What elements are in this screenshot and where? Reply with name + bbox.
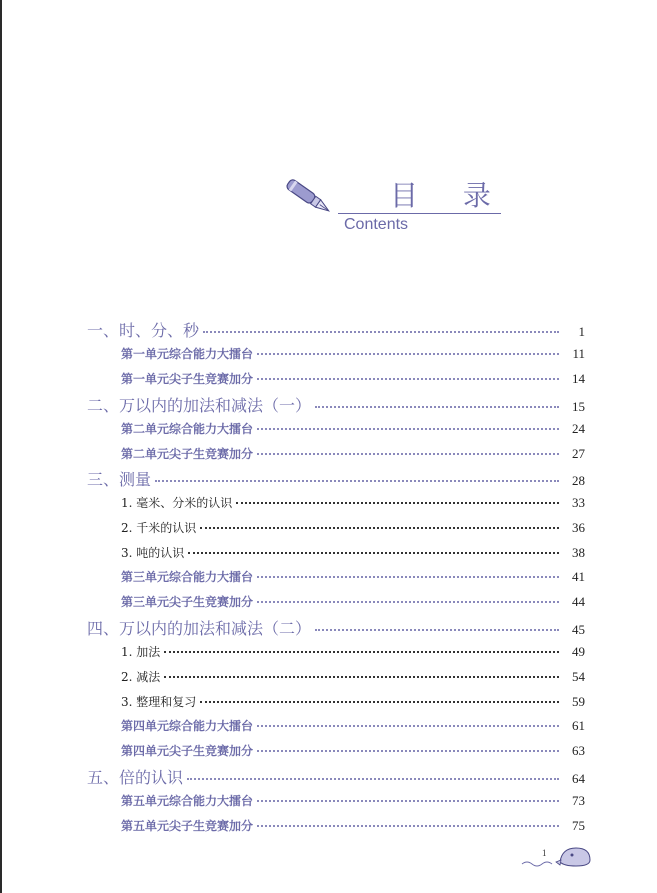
- toc-dot-leader: [200, 527, 559, 529]
- toc-entry-section: [0, 343, 657, 362]
- toc-dot-leader: [257, 453, 559, 455]
- toc-entry-label: 第一单元尖子生竞赛加分: [121, 372, 254, 386]
- toc-page-wrap: [563, 740, 657, 759]
- toc-page-number: 27: [572, 446, 585, 461]
- toc-entry-label: 第二单元尖子生竞赛加分: [121, 447, 254, 461]
- toc-dot-leader: [200, 701, 559, 703]
- toc-entry-lesson: [0, 517, 657, 536]
- toc-entry-label: 1. 毫米、分米的认识: [121, 496, 233, 510]
- toc-page-number: 63: [572, 743, 585, 758]
- toc-page-number: 75: [572, 818, 585, 833]
- toc-entry-chapter: [0, 393, 657, 416]
- toc-page-number: 36: [572, 520, 585, 535]
- toc-page-number: 1: [578, 324, 585, 339]
- toc-entry-section: [0, 368, 657, 387]
- toc-entry-section: [0, 740, 657, 759]
- toc-entry-label: 第三单元尖子生竞赛加分: [121, 595, 254, 609]
- toc-dot-leader: [257, 725, 559, 727]
- toc-page-wrap: [563, 815, 657, 834]
- toc-entry-label: 第五单元综合能力大擂台: [121, 794, 254, 808]
- toc-page-wrap: [563, 368, 657, 387]
- toc-entry-lesson: [0, 542, 657, 561]
- toc-page-number: 44: [572, 594, 585, 609]
- toc-page-wrap: [563, 517, 657, 536]
- page-footer: [520, 842, 600, 872]
- toc-entry-label: 二、万以内的加法和减法（一）: [87, 396, 312, 415]
- toc-entry-lesson: [0, 641, 657, 660]
- toc-page-wrap: [563, 619, 657, 638]
- toc-page-wrap: [563, 666, 657, 685]
- toc-entry-label: 3. 整理和复习: [121, 695, 197, 709]
- toc-page-wrap: [563, 396, 657, 415]
- toc-dot-leader: [257, 825, 559, 827]
- toc-page-number: 38: [572, 545, 585, 560]
- toc-page-wrap: [563, 566, 657, 585]
- toc-dot-leader: [257, 750, 559, 752]
- toc-page-number: 54: [572, 669, 585, 684]
- page-number: 1: [542, 848, 547, 858]
- toc-dot-leader: [257, 800, 559, 802]
- toc-entry-lesson: [0, 691, 657, 710]
- toc-dot-leader: [187, 778, 559, 780]
- toc-page-number: 59: [572, 694, 585, 709]
- toc-page-wrap: [563, 418, 657, 437]
- toc-page-wrap: [563, 470, 657, 489]
- toc-page-number: 49: [572, 644, 585, 659]
- page-subtitle: Contents: [344, 216, 409, 233]
- toc-entry-chapter: [0, 467, 657, 490]
- toc-entry-label: 第五单元尖子生竞赛加分: [121, 819, 254, 833]
- toc-entry-lesson: [0, 666, 657, 685]
- toc-dot-leader: [257, 428, 559, 430]
- toc-entry-label: 3. 吨的认识: [121, 546, 185, 560]
- toc-dot-leader: [164, 651, 559, 653]
- toc-dot-leader: [164, 676, 559, 678]
- toc-entry-label: 第四单元尖子生竞赛加分: [121, 744, 254, 758]
- toc-entry-label: 第四单元综合能力大擂台: [121, 719, 254, 733]
- toc-page-number: 14: [572, 371, 585, 386]
- toc-entry-section: [0, 418, 657, 437]
- toc-entry-lesson: [0, 492, 657, 511]
- toc-entry-label: 一、时、分、秒: [87, 321, 200, 340]
- toc-entry-section: [0, 443, 657, 462]
- toc-dot-leader: [203, 331, 559, 333]
- toc-page-wrap: [563, 715, 657, 734]
- toc-entry-label: 第三单元综合能力大擂台: [121, 570, 254, 584]
- whale-mascot-icon: [520, 842, 600, 872]
- toc-entry-section: [0, 790, 657, 809]
- toc-entry-section: [0, 591, 657, 610]
- toc-page-number: 64: [572, 771, 585, 786]
- toc-page-wrap: [563, 443, 657, 462]
- toc-dot-leader: [155, 480, 559, 482]
- toc-dot-leader: [257, 601, 559, 603]
- toc-page-wrap: [563, 343, 657, 362]
- page-title: 目 录: [390, 179, 509, 212]
- toc-page-wrap: [563, 790, 657, 809]
- toc-dot-leader: [257, 353, 559, 355]
- toc-dot-leader: [188, 552, 559, 554]
- toc-dot-leader: [236, 502, 559, 504]
- toc-entry-label: 五、倍的认识: [87, 768, 184, 787]
- toc-entry-section: [0, 815, 657, 834]
- toc-entry-section: [0, 715, 657, 734]
- toc-entry-section: [0, 566, 657, 585]
- toc-page-number: 28: [572, 473, 585, 488]
- toc-entry-chapter: [0, 318, 657, 341]
- toc-entry-chapter: [0, 765, 657, 788]
- toc-dot-leader: [315, 406, 559, 408]
- toc-entry-label: 三、测量: [87, 470, 152, 489]
- toc-dot-leader: [315, 629, 559, 631]
- toc-page-wrap: [563, 542, 657, 561]
- toc-page-number: 61: [572, 718, 585, 733]
- toc-page-wrap: [563, 492, 657, 511]
- toc-page-number: 33: [572, 495, 585, 510]
- toc-page-wrap: [563, 591, 657, 610]
- toc-page-number: 15: [572, 399, 585, 414]
- toc-page-number: 11: [572, 346, 585, 361]
- toc-page-wrap: [563, 768, 657, 787]
- toc-page-number: 24: [572, 421, 585, 436]
- toc-entry-label: 四、万以内的加法和减法（二）: [87, 619, 312, 638]
- toc-page-wrap: [563, 641, 657, 660]
- toc-page-number: 41: [572, 569, 585, 584]
- toc-page-wrap: [563, 321, 657, 340]
- toc-entry-chapter: [0, 616, 657, 639]
- toc-entry-label: 2. 千米的认识: [121, 521, 197, 535]
- toc-dot-leader: [257, 378, 559, 380]
- toc-page-number: 45: [572, 622, 585, 637]
- toc-dot-leader: [257, 576, 559, 578]
- toc-entry-label: 第二单元综合能力大擂台: [121, 422, 254, 436]
- toc-page-wrap: [563, 691, 657, 710]
- toc-entry-label: 2. 减法: [121, 670, 161, 684]
- toc-entry-label: 第一单元综合能力大擂台: [121, 347, 254, 361]
- toc-page-number: 73: [572, 793, 585, 808]
- toc-entry-label: 1. 加法: [121, 645, 161, 659]
